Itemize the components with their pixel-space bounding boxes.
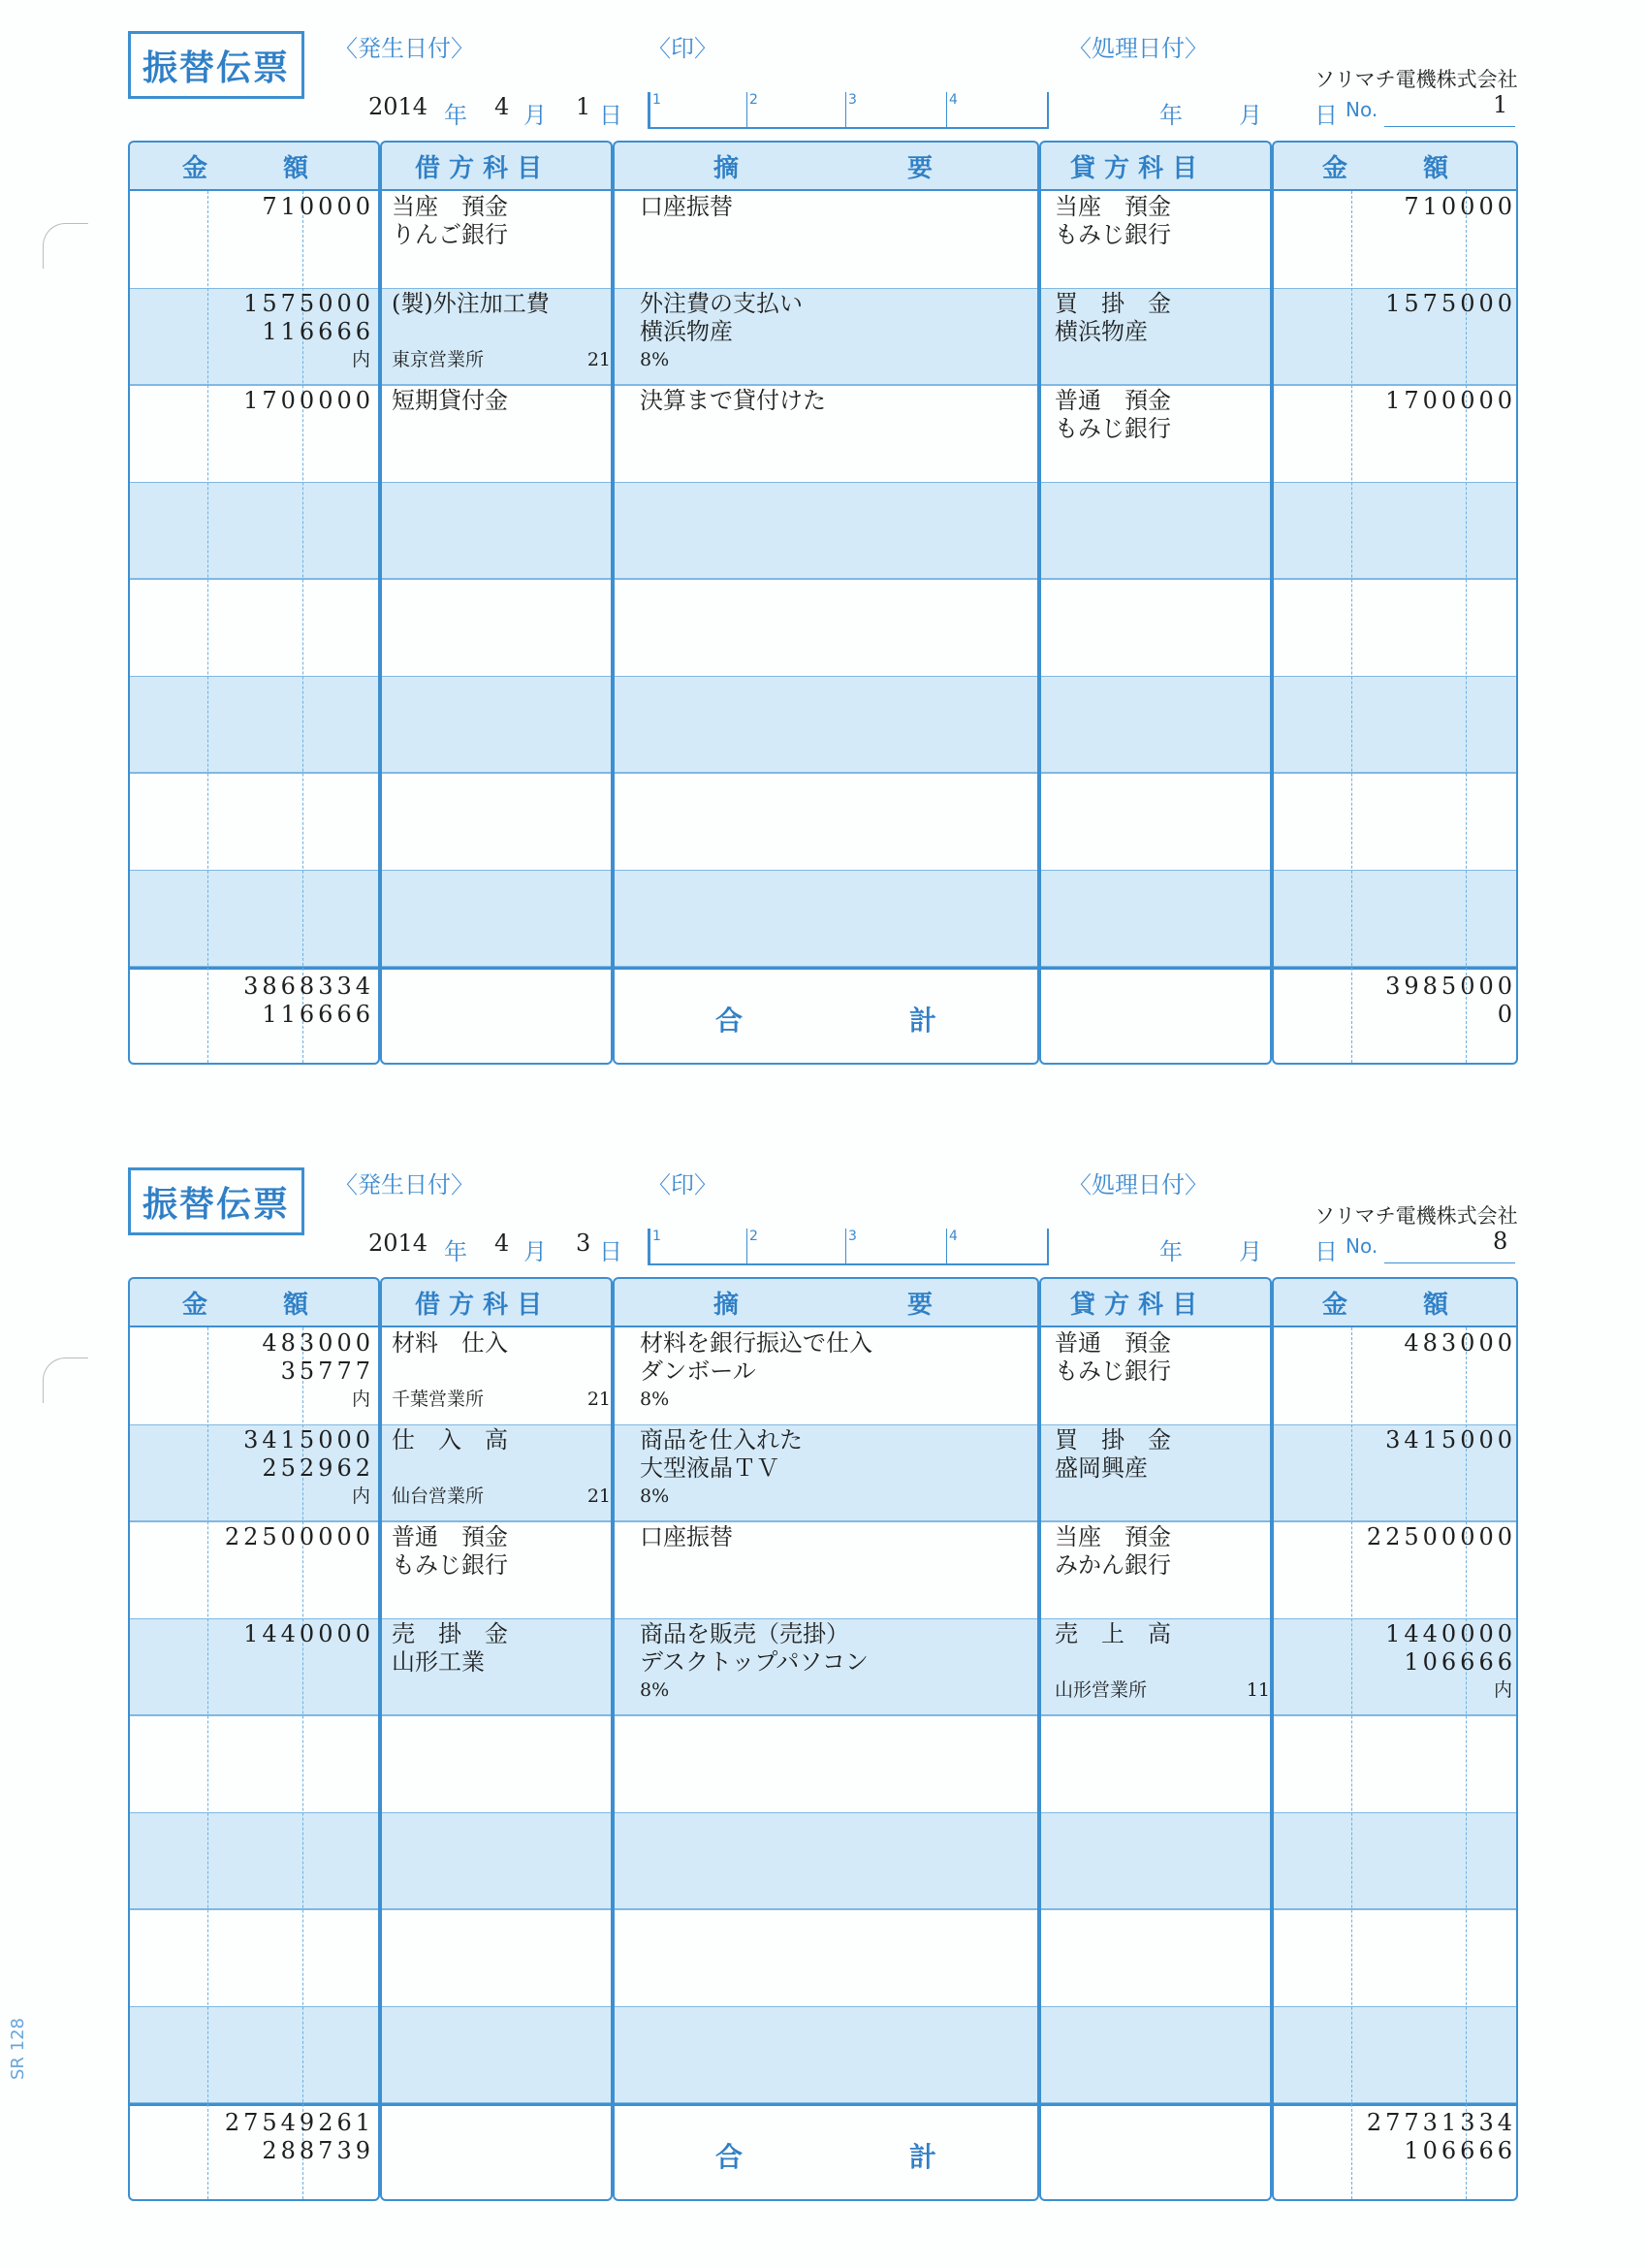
issue-year: 2014	[368, 1230, 428, 1257]
row-band	[130, 1812, 378, 1909]
total-debit: 116666	[262, 1001, 374, 1028]
year-unit: 年	[444, 102, 467, 129]
credit-account: 売 上 高	[1055, 1620, 1171, 1647]
header-amount-credit: 金 額	[1322, 1291, 1449, 1320]
credit-amount: 3415000	[1385, 1426, 1516, 1453]
row-line	[615, 1909, 1037, 1910]
process-date-label: 〈処理日付〉	[1068, 35, 1208, 62]
memo-text: 大型液晶ＴＶ	[640, 1454, 779, 1482]
voucher-number-line	[1384, 1262, 1515, 1263]
seal-boxes	[648, 1229, 1049, 1265]
seal-cell: 1	[649, 1229, 661, 1263]
total-line	[382, 2103, 611, 2106]
voucher-title: 振替伝票	[128, 1167, 304, 1235]
debit-amount: 22500000	[224, 1523, 374, 1550]
debit-account: 仙台営業所	[392, 1485, 485, 1507]
row-line	[382, 1909, 611, 1910]
total-line	[130, 2103, 378, 2106]
debit-amount: 116666	[262, 318, 374, 345]
credit-amount: 106666	[1404, 1648, 1516, 1676]
row-band	[1274, 1812, 1516, 1909]
debit-amount: 483000	[262, 1329, 374, 1357]
credit-account: 盛岡興産	[1055, 1454, 1148, 1482]
row-band	[382, 676, 611, 773]
total-line	[1041, 967, 1270, 970]
row-band	[1274, 2006, 1516, 2103]
process-date-label: 〈処理日付〉	[1068, 1171, 1208, 1198]
debit-amount: 710000	[262, 193, 374, 220]
journal-table	[128, 1277, 1518, 2201]
header-credit-account: 貸 方 科 目	[1070, 1291, 1198, 1320]
row-line	[130, 385, 378, 386]
process-day-unit: 日	[1314, 1238, 1338, 1265]
process-month-unit: 月	[1239, 1238, 1262, 1265]
issue-date-label: 〈発生日付〉	[334, 35, 474, 62]
row-band	[1274, 482, 1516, 579]
column-credit	[1039, 189, 1272, 1065]
debit-account: りんご銀行	[392, 221, 508, 248]
credit-dept-code: 11	[1246, 1679, 1270, 1701]
debit-amount: 内	[351, 1389, 374, 1410]
total-line	[1274, 2103, 1516, 2106]
credit-amount: 1700000	[1385, 387, 1516, 414]
total-line	[130, 967, 378, 970]
debit-account: 売 掛 金	[392, 1620, 508, 1647]
row-line	[382, 1521, 611, 1522]
memo-text: 口座振替	[640, 193, 733, 220]
debit-account: 仕 入 高	[392, 1426, 508, 1453]
seal-cell: 4	[946, 92, 958, 127]
column-amtL	[128, 1326, 380, 2201]
row-line	[1274, 579, 1516, 580]
issue-month: 4	[494, 1230, 510, 1257]
credit-account: 買 掛 金	[1055, 1426, 1171, 1453]
row-band	[1274, 676, 1516, 773]
row-band	[382, 2006, 611, 2103]
header-memo-left: 摘	[713, 154, 740, 183]
header-memo-right: 要	[907, 1291, 934, 1320]
column-amtL	[128, 189, 380, 1065]
credit-account: 普通 預金	[1055, 387, 1171, 414]
row-band	[130, 676, 378, 773]
total-label-right: 計	[909, 1005, 937, 1037]
issue-day: 3	[576, 1230, 591, 1257]
digit-separator	[207, 191, 208, 1063]
digit-separator	[207, 1327, 208, 2199]
debit-amount: 1700000	[243, 387, 374, 414]
row-line	[382, 579, 611, 580]
month-unit: 月	[523, 102, 547, 129]
column-amtR	[1272, 1326, 1518, 2201]
header-memo-right: 要	[907, 154, 934, 183]
issue-year: 2014	[368, 93, 428, 120]
row-band	[615, 2006, 1037, 2103]
debit-amount: 内	[351, 1485, 374, 1507]
row-band	[130, 482, 378, 579]
column-credit	[1039, 1326, 1272, 2201]
row-line	[1274, 1521, 1516, 1522]
total-line	[382, 967, 611, 970]
credit-amount: 1575000	[1385, 290, 1516, 317]
punch-hole	[43, 223, 88, 269]
row-line	[615, 385, 1037, 386]
debit-account: 普通 預金	[392, 1523, 508, 1550]
memo-text: 8%	[640, 1389, 670, 1410]
debit-account: 短期貸付金	[392, 387, 508, 414]
process-day-unit: 日	[1314, 102, 1338, 129]
debit-amount: 1575000	[243, 290, 374, 317]
journal-table	[128, 141, 1518, 1065]
memo-text: 8%	[640, 349, 670, 370]
header-cell	[613, 1277, 1039, 1326]
seal-cell: 4	[946, 1229, 958, 1263]
debit-dept-code: 21	[586, 349, 611, 370]
row-band	[1041, 870, 1270, 967]
row-band	[382, 870, 611, 967]
memo-text: ダンボール	[640, 1358, 756, 1385]
memo-text: 材料を銀行振込で仕入	[640, 1329, 872, 1357]
row-line	[1041, 385, 1270, 386]
row-line	[1041, 579, 1270, 580]
row-band	[382, 482, 611, 579]
seal-cell: 3	[845, 92, 857, 127]
row-band	[1041, 676, 1270, 773]
seal-cell: 2	[746, 1229, 758, 1263]
digit-separator	[1466, 1327, 1467, 2199]
debit-account: 山形工業	[392, 1648, 485, 1676]
column-amtR	[1272, 189, 1518, 1065]
total-credit: 27731334	[1366, 2109, 1516, 2136]
issue-day: 1	[576, 93, 591, 120]
total-line	[615, 2103, 1037, 2106]
memo-text: 決算まで貸付けた	[640, 387, 826, 414]
voucher-number-line	[1384, 126, 1515, 127]
memo-text: 外注費の支払い	[640, 290, 803, 317]
debit-account: 東京営業所	[392, 349, 485, 370]
column-memo	[613, 189, 1039, 1065]
company-name: ソリマチ電機株式会社	[1314, 68, 1518, 91]
row-line	[1274, 1715, 1516, 1716]
header-amount-debit: 金 額	[182, 1291, 309, 1320]
memo-text: デスクトップパソコン	[640, 1648, 869, 1676]
seal-cell: 3	[845, 1229, 857, 1263]
total-credit: 106666	[1404, 2137, 1516, 2164]
header-amount-debit: 金 額	[182, 154, 309, 183]
row-line	[615, 773, 1037, 774]
debit-amount: 35777	[280, 1358, 374, 1385]
header-cell	[613, 141, 1039, 189]
credit-account: もみじ銀行	[1055, 415, 1171, 442]
memo-text: 口座振替	[640, 1523, 733, 1550]
seal-cell: 1	[649, 92, 661, 127]
row-line	[1041, 1715, 1270, 1716]
row-band	[130, 870, 378, 967]
row-band	[130, 2006, 378, 2103]
credit-account: 山形営業所	[1055, 1679, 1148, 1701]
issue-date-label: 〈発生日付〉	[334, 1171, 474, 1198]
row-band	[1041, 2006, 1270, 2103]
transfer-voucher	[0, 1136, 1647, 2252]
month-unit: 月	[523, 1238, 547, 1265]
form-code: SR 128	[8, 2017, 28, 2080]
debit-account: (製)外注加工費	[392, 290, 550, 317]
header-memo-left: 摘	[713, 1291, 740, 1320]
row-band	[382, 1812, 611, 1909]
debit-dept-code: 21	[586, 1485, 611, 1507]
row-line	[1274, 385, 1516, 386]
no-label: No.	[1346, 1234, 1378, 1258]
total-credit: 0	[1497, 1001, 1516, 1028]
row-line	[1274, 773, 1516, 774]
row-line	[382, 1715, 611, 1716]
header-amount-credit: 金 額	[1322, 154, 1449, 183]
voucher-number: 1	[1493, 91, 1508, 118]
debit-amount: 内	[351, 349, 374, 370]
debit-amount: 3415000	[243, 1426, 374, 1453]
row-band	[615, 870, 1037, 967]
memo-text: 商品を仕入れた	[640, 1426, 803, 1453]
debit-dept-code: 21	[586, 1389, 611, 1410]
seal-boxes	[648, 92, 1049, 129]
total-line	[1274, 967, 1516, 970]
issue-month: 4	[494, 93, 510, 120]
credit-account: 普通 預金	[1055, 1329, 1171, 1357]
credit-account: 横浜物産	[1055, 318, 1148, 345]
row-band	[1274, 870, 1516, 967]
debit-account: 材料 仕入	[392, 1329, 508, 1357]
day-unit: 日	[599, 1238, 622, 1265]
process-year-unit: 年	[1159, 102, 1183, 129]
header-credit-account: 貸 方 科 目	[1070, 154, 1198, 183]
transfer-voucher	[0, 0, 1647, 1115]
header-debit-account: 借 方 科 目	[415, 154, 543, 183]
total-debit: 27549261	[224, 2109, 374, 2136]
total-debit: 3868334	[243, 973, 374, 1000]
punch-hole	[43, 1358, 88, 1403]
company-name: ソリマチ電機株式会社	[1314, 1204, 1518, 1228]
row-line	[1041, 1909, 1270, 1910]
row-line	[615, 1521, 1037, 1522]
row-line	[130, 1715, 378, 1716]
process-month-unit: 月	[1239, 102, 1262, 129]
credit-amount: 内	[1493, 1679, 1516, 1701]
process-year-unit: 年	[1159, 1238, 1183, 1265]
column-debit	[380, 1326, 613, 2201]
debit-account: もみじ銀行	[392, 1551, 508, 1579]
memo-text: 商品を販売（売掛）	[640, 1620, 849, 1647]
row-band	[615, 676, 1037, 773]
row-line	[130, 1909, 378, 1910]
row-line	[615, 579, 1037, 580]
no-label: No.	[1346, 98, 1378, 121]
debit-amount: 1440000	[243, 1620, 374, 1647]
seal-label: 〈印〉	[648, 35, 717, 62]
total-label-right: 計	[909, 2141, 937, 2173]
memo-text: 8%	[640, 1485, 670, 1507]
total-label-left: 合	[715, 1005, 744, 1037]
digit-separator	[1351, 191, 1352, 1063]
credit-account: 当座 預金	[1055, 1523, 1171, 1550]
digit-separator	[1351, 1327, 1352, 2199]
column-memo	[613, 1326, 1039, 2201]
row-line	[130, 773, 378, 774]
row-line	[615, 1715, 1037, 1716]
row-line	[1041, 1521, 1270, 1522]
credit-account: 当座 預金	[1055, 193, 1171, 220]
total-debit: 288739	[262, 2137, 374, 2164]
seal-cell: 2	[746, 92, 758, 127]
credit-account: 買 掛 金	[1055, 290, 1171, 317]
voucher-number: 8	[1493, 1228, 1508, 1255]
row-line	[130, 1521, 378, 1522]
row-band	[1041, 482, 1270, 579]
debit-amount: 252962	[262, 1454, 374, 1482]
digit-separator	[1466, 191, 1467, 1063]
credit-amount: 1440000	[1385, 1620, 1516, 1647]
header-debit-account: 借 方 科 目	[415, 1291, 543, 1320]
credit-amount: 483000	[1404, 1329, 1516, 1357]
credit-account: もみじ銀行	[1055, 221, 1171, 248]
row-line	[382, 773, 611, 774]
credit-account: もみじ銀行	[1055, 1358, 1171, 1385]
memo-text: 横浜物産	[640, 318, 733, 345]
row-line	[130, 579, 378, 580]
debit-account: 当座 預金	[392, 193, 508, 220]
voucher-title: 振替伝票	[128, 31, 304, 99]
row-band	[615, 482, 1037, 579]
row-line	[1274, 1909, 1516, 1910]
credit-account: みかん銀行	[1055, 1551, 1171, 1579]
total-line	[615, 967, 1037, 970]
credit-amount: 710000	[1404, 193, 1516, 220]
debit-account: 千葉営業所	[392, 1389, 485, 1410]
column-debit	[380, 189, 613, 1065]
credit-amount: 22500000	[1366, 1523, 1516, 1550]
day-unit: 日	[599, 102, 622, 129]
row-line	[1041, 773, 1270, 774]
row-band	[615, 1812, 1037, 1909]
total-credit: 3985000	[1385, 973, 1516, 1000]
row-band	[1041, 1812, 1270, 1909]
total-label-left: 合	[715, 2141, 744, 2173]
row-line	[382, 385, 611, 386]
seal-label: 〈印〉	[648, 1171, 717, 1198]
total-line	[1041, 2103, 1270, 2106]
memo-text: 8%	[640, 1679, 670, 1701]
year-unit: 年	[444, 1238, 467, 1265]
